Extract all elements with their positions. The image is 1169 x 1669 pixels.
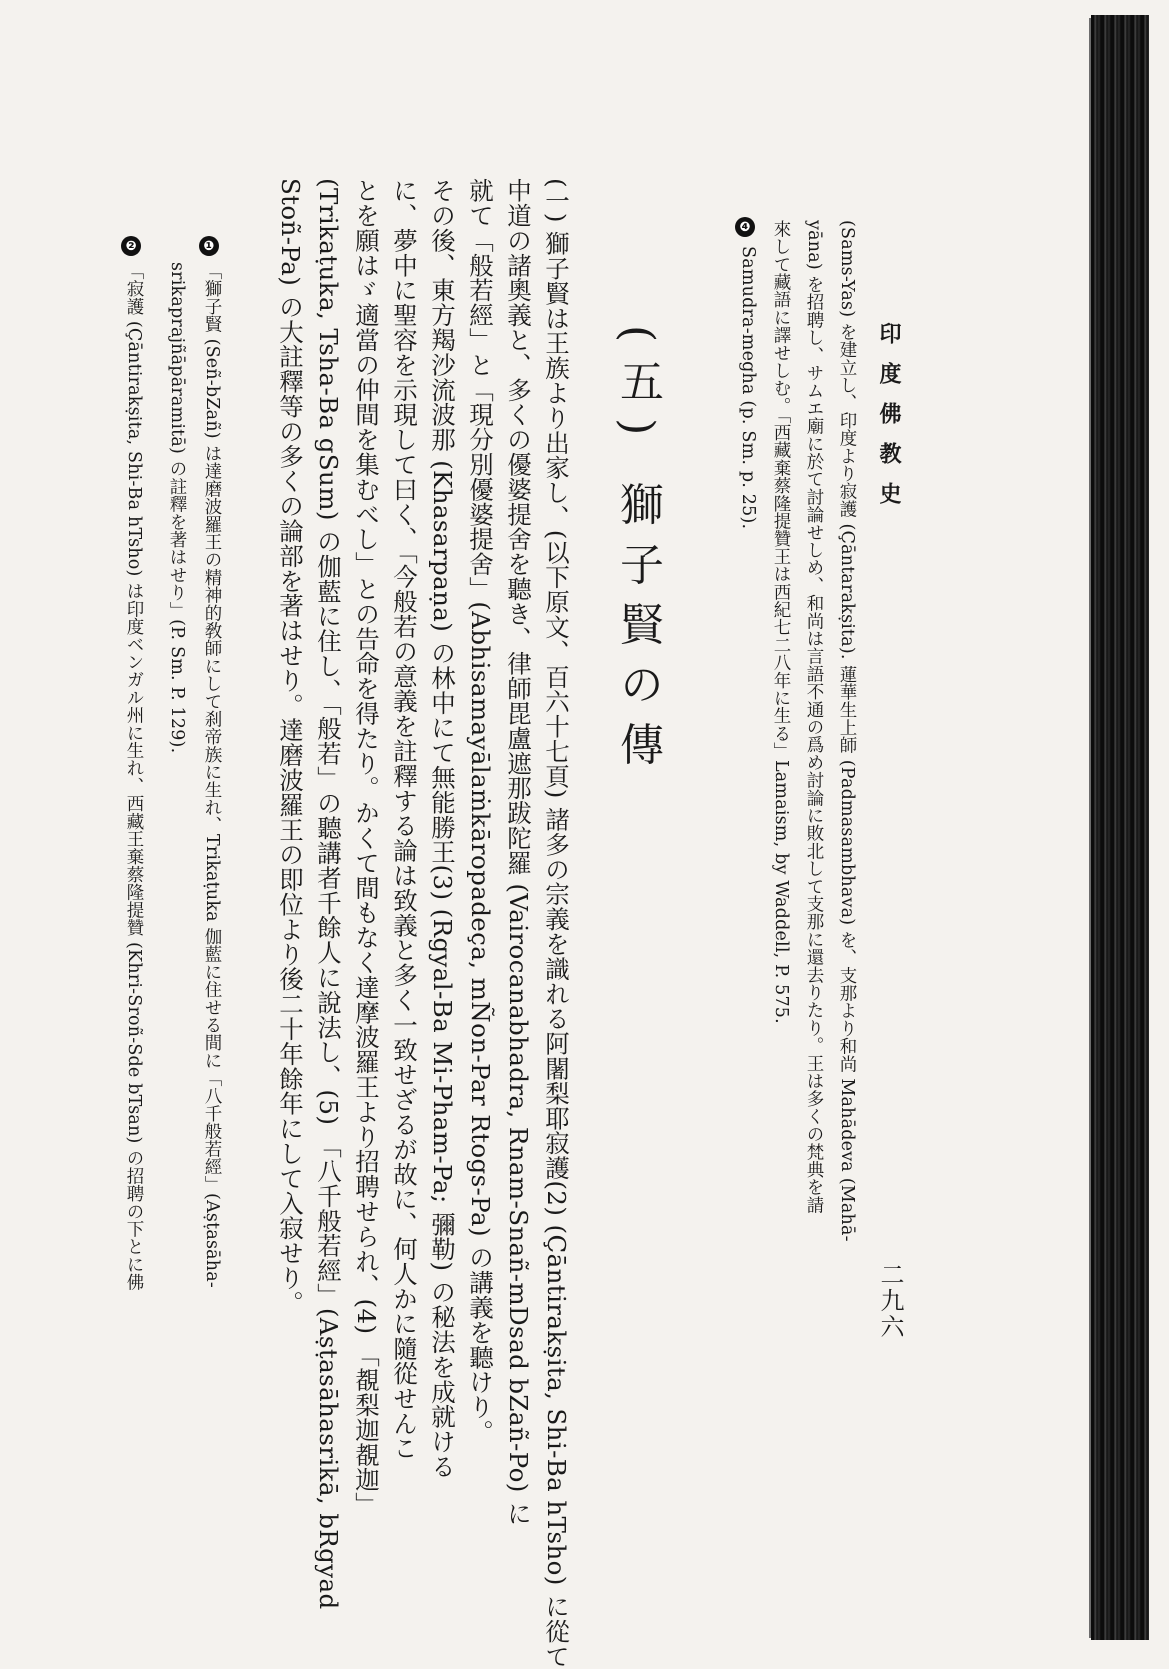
body-line-5: に、夢中に聖容を示現して曰く、「今般若の意義を註釋する論は致義と多く一致せざるが故に、何人かに隨從せんこ <box>390 178 419 1461</box>
body-line-4: その後、東方羯沙流波那 (Khasarpaṇa) の林中にて無能勝王(3) (Rgyal-Ba Mi-Pham-Pa; 彌勒) の秘法を成就ける <box>428 178 457 1479</box>
footnote-1-line-2: srikaprajñāpāramitā) の註釋を著はせり」(P. Sm. P. 129). <box>167 262 187 754</box>
footnote-2-marker: ❷ <box>121 236 141 256</box>
body-line-1: (一) 獅子賢は王族より出家し、(以下原文、百六十七頁) 諸多の宗義を識れる阿闍梨耶寂護(2) (Çāntirakṣita, Shi-Ba hTsho) に從て <box>542 178 571 1669</box>
body-line-3: 就て「般若經」と「現分別優婆提舍」(Abhisamayālaṁkāropadeça, mÑon-Par Rtogs-Pa) の講義を聽けり。 <box>466 178 495 1445</box>
book-title-header: 印度佛教史 <box>876 322 902 522</box>
spine-edge-line <box>1089 18 1091 1638</box>
body-line-6: とを願はゞ適當の仲間を集むべし」との告命を得たり。かくて間もなく達摩波羅王より招聘せられ、(4) 「覩梨迦覩迦」 <box>352 178 381 1517</box>
body-line-8: Stoñ-Pa) の大註釋等の多くの論部を著はせり。達磨波羅王の即位より後二十年餘年にして入寂せり。 <box>276 178 305 1316</box>
body-line-2: 中道の諸奧義と、多くの優婆提舍を聽き、律師毘盧遮那跋陀羅 (Vairocanabhadra, Rnam-Snañ-mDsad bZañ-Po) に <box>504 178 533 1526</box>
book-spine <box>1091 15 1149 1640</box>
body-line-7: (Trikaṭuka, Tsha-Ba gSum) の伽藍に住し、「般若」の聽講者千餘人に說法し、(5) 「八千般若經」(Aṣṭasāhasrikā, bRgyad <box>314 178 343 1610</box>
top-note-4: Samudra-megha (p. Sm. p. 25). <box>738 246 758 530</box>
page-number: 二九六 <box>876 1262 904 1340</box>
top-note-line-3: 來して藏語に譯せしむ。「西藏棄蔡隆提贊王は西紀七二八年に生る」Lamaism, by Waddell, P. 575. <box>771 220 791 1024</box>
footnote-1-marker: ❶ <box>199 236 219 256</box>
footnote-2-line-1: 「寂護 (Çāntirakṣita, Shi-Ba hTsho) は印度ベンガル州に生れ、西藏王棄蔡隆提贊 (Khri-Sroñ-Sde bTsan) の招聘の下とに佛 <box>124 262 144 1291</box>
footnote-1-line-1: 「獅子賢 (Señ-bZañ) は達磨波羅王の精神的敎師にして刹帝族に生れ、Trikaṭuka 伽藍に住せる間に「八千般若經」(Aṣṭasāha- <box>202 262 222 1288</box>
section-title: (五) 獅子賢の傳 <box>612 325 663 782</box>
top-note-line-2: yāna) を招聘し、サムエ廟に於て討論せしめ、和尚は言語不通の爲め討論に敗北して支那に還去りたり。王は多くの梵典を請 <box>804 220 824 1214</box>
footnote-4-marker: ❹ <box>735 217 755 237</box>
top-note-line-1: (Sams-Yas) を建立し、印度より寂護 (Çāntarakṣita). 蓮華生上師 (Padmasambhava) を、支那より和尚 Mahādeva (Mahā- <box>837 220 857 1242</box>
